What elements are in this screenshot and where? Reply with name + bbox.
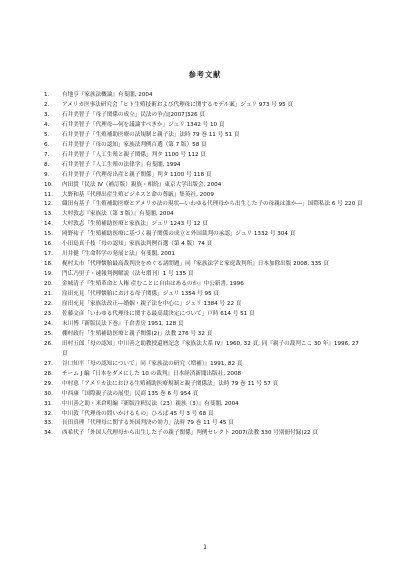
reference-text: 谷口知平「母の認知について」同『家族法の研究（増補）』1991, 82 頁 xyxy=(62,360,243,367)
reference-text: 大村敦志「生殖補助医療と家族法」ジュリ 1243 号 12 頁 xyxy=(62,221,208,228)
reference-number: 19. xyxy=(44,271,53,278)
reference-text: 中川善之助・米倉明編『新版注釈民法（23）親族（3）』有斐閣, 2004 xyxy=(62,400,239,407)
reference-item xyxy=(44,240,366,250)
reference-item xyxy=(44,419,366,429)
reference-text: 小田島真千枝「母の認知」家族法判例百選（第 4 版）74 頁 xyxy=(62,241,213,248)
page-title: 参考文献 xyxy=(188,70,222,79)
reference-number: 3. xyxy=(44,111,50,118)
reference-text: 佐藤文彦「いわゆる代理母に関する最高裁決定について」戸時 614 号 51 頁 xyxy=(62,310,255,317)
reference-number: 7. xyxy=(44,151,50,158)
reference-item xyxy=(44,171,366,181)
reference-text: 棚村政行「生殖補助医療と親子関係(2)」法教 276 号 32 頁 xyxy=(62,330,213,337)
reference-text: 大村敦志『家族法（第 3 版）』有斐閣, 2004 xyxy=(62,211,174,218)
reference-item xyxy=(44,370,366,380)
reference-item xyxy=(44,181,366,191)
reference-number: 29. xyxy=(44,380,53,387)
reference-number: 4. xyxy=(44,121,50,128)
reference-number: 1. xyxy=(44,92,50,98)
reference-number: 34. xyxy=(44,430,53,437)
reference-number: 23. xyxy=(44,310,53,317)
reference-text: 石井美智子「生殖補助医療の法規制と親子法」法時 79 巻 11 号 51 頁 xyxy=(62,131,240,138)
reference-number: 31. xyxy=(44,400,53,407)
reference-number: 16. xyxy=(44,241,53,248)
reference-number: 12. xyxy=(44,201,53,208)
reference-text: 石井美智子「母の認知」家族法判例百選（第 7 版）58 頁 xyxy=(62,141,207,148)
reference-number: 17. xyxy=(44,251,53,258)
reference-text: 石井美智子「人工生殖と親子関係」判タ 1100 号 112 頁 xyxy=(62,151,206,158)
reference-text: アメリカ医事法研究会「ヒト生殖技術および代理母に関するモデル案」ジュリ 973 号 95 頁 xyxy=(62,101,294,108)
reference-item xyxy=(44,400,366,410)
reference-text: 長田真理「代理母に関する外国判決の効力」法時 79 巻 11 号 45 頁 xyxy=(62,420,234,427)
reference-text: 田村五郎「母の認知」中川善之助教授還暦記念『家族法大系 IV』1960, 32 頁, 同『親子の裁判ここ 30 年』1996, 27 頁 xyxy=(62,340,359,357)
reference-number: 24. xyxy=(44,320,53,327)
reference-number: 2. xyxy=(44,101,50,108)
reference-text: 石井美智子「母子関係の成立」民法の争点[2007]326 頁 xyxy=(62,111,205,118)
reference-item xyxy=(44,280,366,290)
reference-item xyxy=(44,310,366,320)
reference-text: 石井美智子「代理母―何を議論すべきか」ジュリ 1342 号 10 頁 xyxy=(62,121,225,128)
reference-text: 有地亨『家族法概論』有斐閣, 2004 xyxy=(62,92,153,98)
reference-item xyxy=(44,220,366,230)
reference-item xyxy=(44,91,366,101)
reference-item xyxy=(44,320,366,330)
reference-text: 内田貴『民法 IV（補訂版）親族・相続』東京大学出版会, 2004 xyxy=(62,181,222,188)
reference-number: 11. xyxy=(44,191,53,198)
reference-number: 6. xyxy=(44,141,50,148)
reference-text: 織田有基子「生殖補助医療とアメリカ法の現状―いわゆる代理母から出生した子の母親は誰か―」国際私法 6 号 220 頁 xyxy=(62,201,363,208)
reference-number: 30. xyxy=(44,390,53,397)
reference-item xyxy=(44,300,366,310)
reference-item xyxy=(44,200,366,210)
reference-text: 中西康「国際親子法の展望」民商 135 巻 6 号 954 頁 xyxy=(62,390,199,397)
reference-item xyxy=(44,131,366,141)
reference-number: 25. xyxy=(44,330,53,337)
reference-item xyxy=(44,230,366,240)
reference-number: 20. xyxy=(44,281,53,288)
reference-number: 9. xyxy=(44,171,50,178)
reference-item xyxy=(44,410,366,420)
reference-text: 西希代子「外国人代理母から出生した子の親子関係」判例セレクト 2007(法教 330 号別冊付録)22 頁 xyxy=(62,430,318,437)
reference-number: 5. xyxy=(44,131,50,138)
reference-item xyxy=(44,429,366,439)
reference-item xyxy=(44,340,366,360)
reference-item xyxy=(44,111,366,121)
reference-item xyxy=(44,380,366,390)
reference-number: 10. xyxy=(44,181,53,188)
reference-number: 13. xyxy=(44,211,53,218)
reference-text: 中村恵「アメリカ法における生殖補助医療規制と親子関係法」法時 79 巻 11 号 57 頁 xyxy=(62,380,279,387)
reference-item xyxy=(44,290,366,300)
reference-text: 金城清子『生殖革命と人権 産むことに自由はあるのか』中公新書, 1996 xyxy=(62,281,244,288)
reference-text: 梶村太市「代理懐胎最高裁判決をめぐる諸問題」同『家族法学と家庭裁判所』日本加除出版 2008, 335 頁 xyxy=(62,261,329,268)
reference-item xyxy=(44,360,366,370)
reference-number: 21. xyxy=(44,291,53,298)
reference-text: 門広乃里子・速報判例解説（法セ増刊）1 号 135 頁 xyxy=(62,271,194,278)
reference-item xyxy=(44,330,366,340)
reference-item xyxy=(44,101,366,111)
reference-number: 14. xyxy=(44,221,53,228)
reference-list xyxy=(44,91,366,439)
reference-number: 8. xyxy=(44,161,50,168)
reference-item xyxy=(44,390,366,400)
reference-number: 26. xyxy=(44,340,53,347)
reference-number: 32. xyxy=(44,410,53,417)
reference-number: 18. xyxy=(44,261,53,268)
reference-item xyxy=(44,260,366,270)
reference-item xyxy=(44,121,366,131)
reference-item xyxy=(44,250,366,260)
reference-number: 28. xyxy=(44,370,53,377)
reference-text: 岡野祐子「生殖補助医療に基づく親子関係の成立と外国裁判の承認」ジュリ 1332 号 304 頁 xyxy=(62,231,296,238)
reference-text: 末川博『新版民法下巻』千倉書房 1951, 128 頁 xyxy=(62,320,184,327)
reference-text: 大野和基『代理出産生殖ビジネスと命の尊厳』集英社, 2009 xyxy=(62,191,214,198)
reference-text: 中川敦「代理母の問いかけるもの」ひろば 45 号 3 号 68 頁 xyxy=(62,410,214,417)
reference-text: 川井健『生命科学の発展と法』有斐閣, 2001 xyxy=(62,251,175,258)
reference-text: チーム J 編『日本をダメにした 10 の裁判』日本経済新聞出版社, 2008 xyxy=(62,370,242,377)
reference-item xyxy=(44,270,366,280)
reference-item xyxy=(44,210,366,220)
reference-text: 窪田充見「代理懐胎における母子関係」ジュリ 1354 号 95 頁 xyxy=(62,291,220,298)
reference-item xyxy=(44,191,366,201)
reference-item xyxy=(44,141,366,151)
reference-number: 22. xyxy=(44,301,53,308)
reference-item xyxy=(44,151,366,161)
reference-number: 27. xyxy=(44,360,53,367)
page-number: 1 xyxy=(203,544,207,551)
reference-number: 33. xyxy=(44,420,53,427)
reference-text: 窪田充見「家族法改正―婚姻・親子法を中心に」ジュリ 1384 号 22 頁 xyxy=(62,301,242,308)
reference-number: 15. xyxy=(44,231,53,238)
reference-item xyxy=(44,161,366,171)
reference-text: 石井美智子『人工生殖の法律学』有斐閣, 1994 xyxy=(62,161,181,168)
reference-text: 石井美智子「代理母出産と親子関係」判タ 1100 号 118 頁 xyxy=(62,171,212,178)
